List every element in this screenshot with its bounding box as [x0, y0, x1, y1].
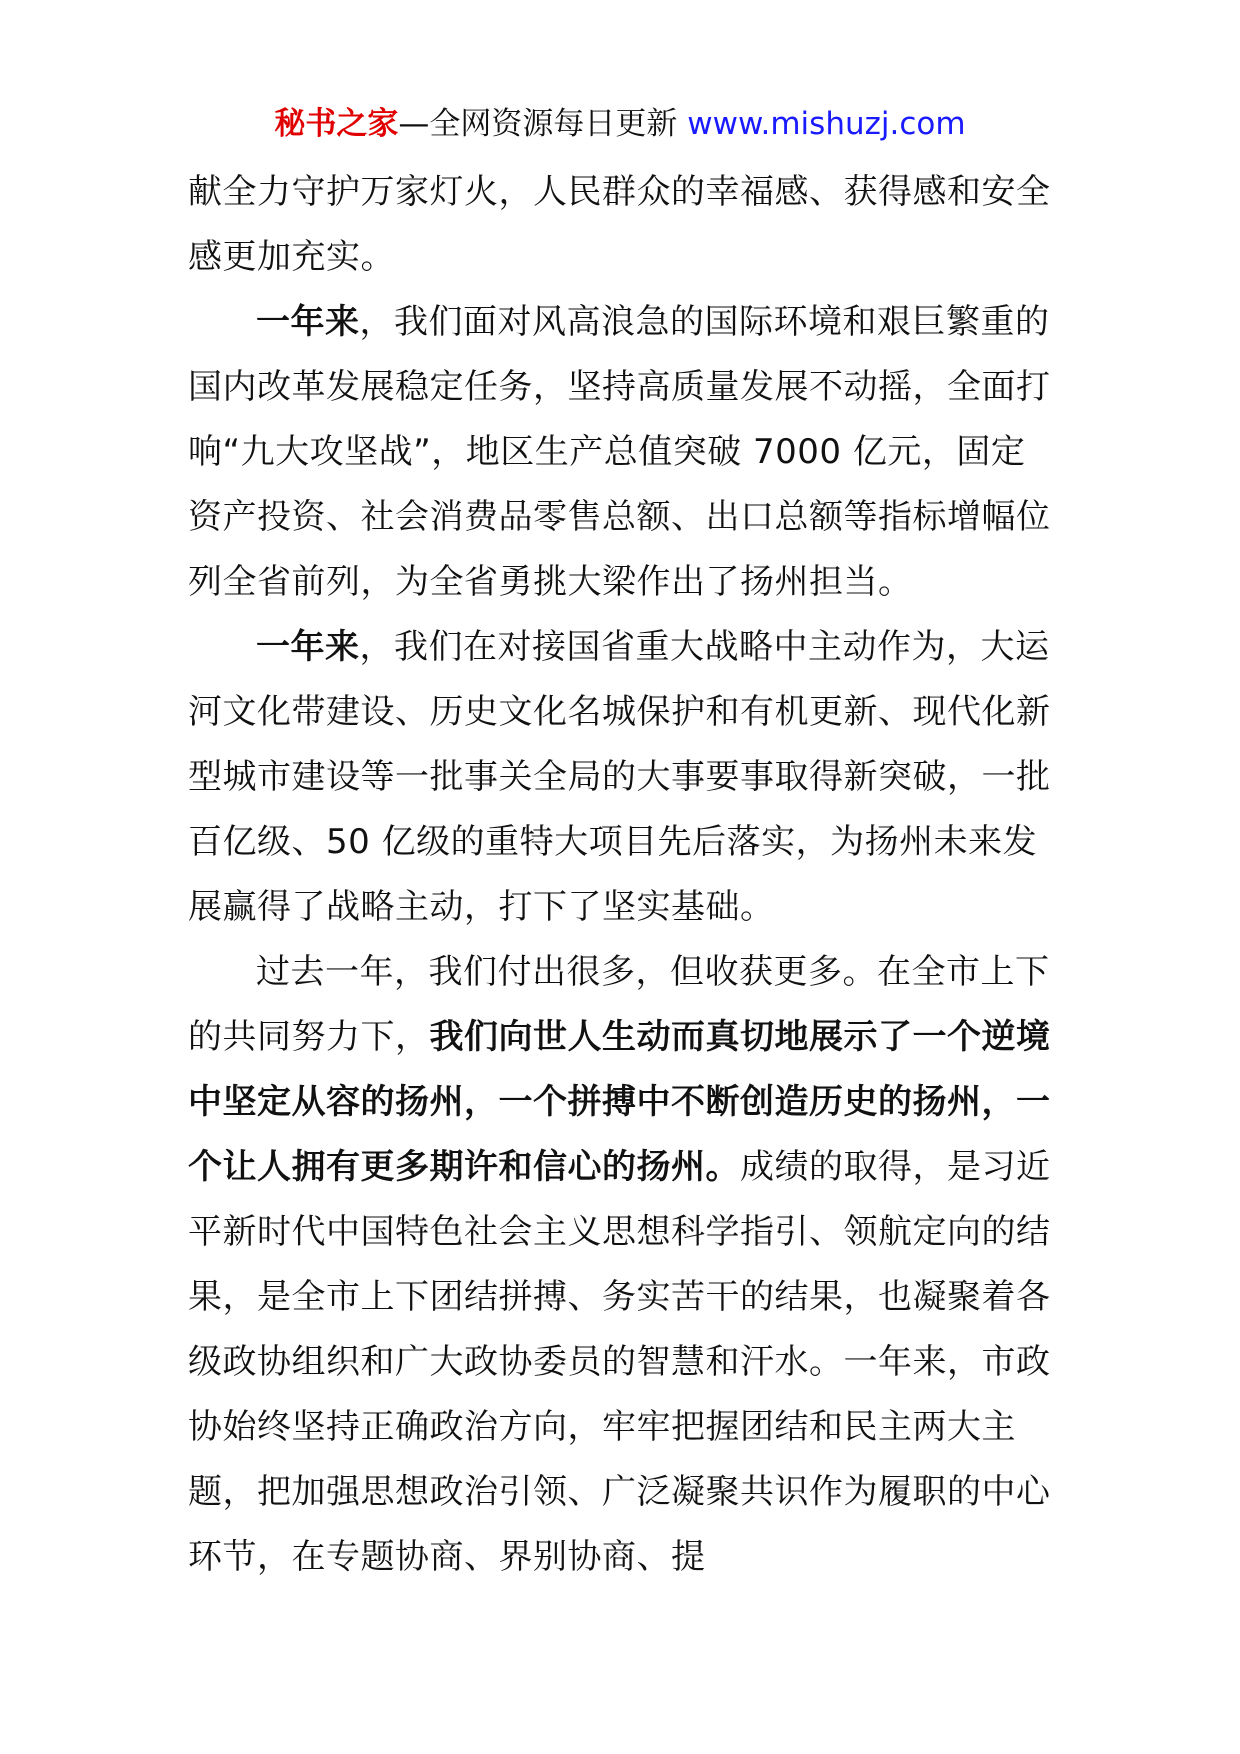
- paragraph-text: 献全力守护万家灯火，人民群众的幸福感、获得感和安全感更加充实。: [188, 172, 1051, 277]
- page-header: [0, 104, 1240, 144]
- paragraph-strategy: [188, 615, 1058, 940]
- paragraph-lead: 一年来: [256, 302, 360, 342]
- paragraph-continuation: [188, 160, 1058, 290]
- header-tagline: —全网资源每日更新: [398, 106, 688, 142]
- header-url-link[interactable]: www.mishuzj.com: [687, 106, 966, 142]
- document-body: [188, 160, 1058, 1590]
- paragraph-summary: [188, 940, 1058, 1590]
- paragraph-text: ，我们面对风高浪急的国际环境和艰巨繁重的国内改革发展稳定任务，坚持高质量发展不动摇，全面打响“九大攻坚战”，地区生产总值突破 7000 亿元，固定资产投资、社会消费品零售总额、出口总额等指标增幅位列全省前列，为全省勇挑大梁作出了扬州担当。: [188, 302, 1051, 602]
- paragraph-text: ，我们在对接国省重大战略中主动作为，大运河文化带建设、历史文化名城保护和有机更新、现代化新型城市建设等一批事关全局的大事要事取得新突破，一批百亿级、50 亿级的重特大项目先后落实，为扬州未来发展赢得了战略主动，打下了坚实基础。: [188, 627, 1051, 927]
- paragraph-lead: 一年来: [256, 627, 360, 667]
- paragraph-text-after: 成绩的取得，是习近平新时代中国特色社会主义思想科学指引、领航定向的结果，是全市上下团结拼搏、务实苦干的结果，也凝聚着各级政协组织和广大政协委员的智慧和汗水。一年来，市政协始终坚持正确政治方向，牢牢把握团结和民主两大主题，把加强思想政治引领、广泛凝聚共识作为履职的中心环节，在专题协商、界别协商、提: [188, 1147, 1051, 1577]
- header-brand: 秘书之家: [274, 106, 399, 142]
- paragraph-economy: [188, 290, 1058, 615]
- paragraph-text-before: 过去一年，我们付出很多，但收获更多。在全市上下的共同努力下，: [188, 952, 1050, 1057]
- paragraph-emphasis: 我们向世人生动而真切地展示了一个逆境中坚定从容的扬州，一个拼搏中不断创造历史的扬州，一个让人拥有更多期许和信心的扬州。: [188, 1017, 1051, 1187]
